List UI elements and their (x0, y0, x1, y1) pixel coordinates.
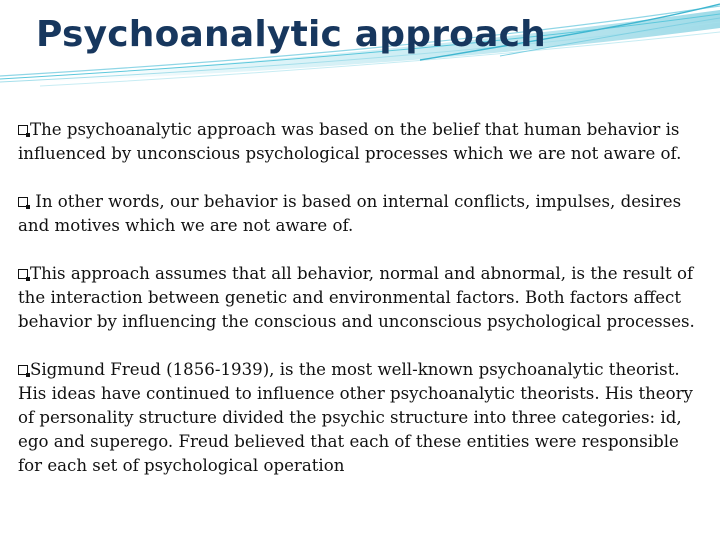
square-bullet-icon (18, 365, 28, 375)
slide-title: Psychoanalytic approach (36, 14, 546, 55)
slide-body (18, 118, 708, 502)
paragraph-2 (18, 190, 708, 238)
paragraph-text: In other words, our behavior is based on internal conflicts, impulses, desires and motives which we are not aware of. (18, 192, 682, 235)
square-bullet-icon (18, 125, 28, 135)
paragraph-text: This approach assumes that all behavior, normal and abnormal, is the result of the interaction between genetic and environmental factors. Both factors affect behavior by influencing the conscious and unconscious psychological processes. (18, 264, 695, 331)
paragraph-text: Sigmund Freud (1856-1939), is the most well-known psychoanalytic theorist. His ideas have continued to influence other psychoanalytic theorists. His theory of personality structure divided the psychic structure into three categories: id, ego and superego. Freud believed that each of these entities were responsible for each set of psychological operation (18, 360, 693, 475)
paragraph-text: The psychoanalytic approach was based on the belief that human behavior is influenced by unconscious psychological processes which we are not aware of. (18, 120, 682, 163)
paragraph-1 (18, 118, 708, 166)
paragraph-3 (18, 262, 708, 334)
square-bullet-icon (18, 269, 28, 279)
paragraph-4 (18, 358, 708, 478)
square-bullet-icon (18, 197, 28, 207)
